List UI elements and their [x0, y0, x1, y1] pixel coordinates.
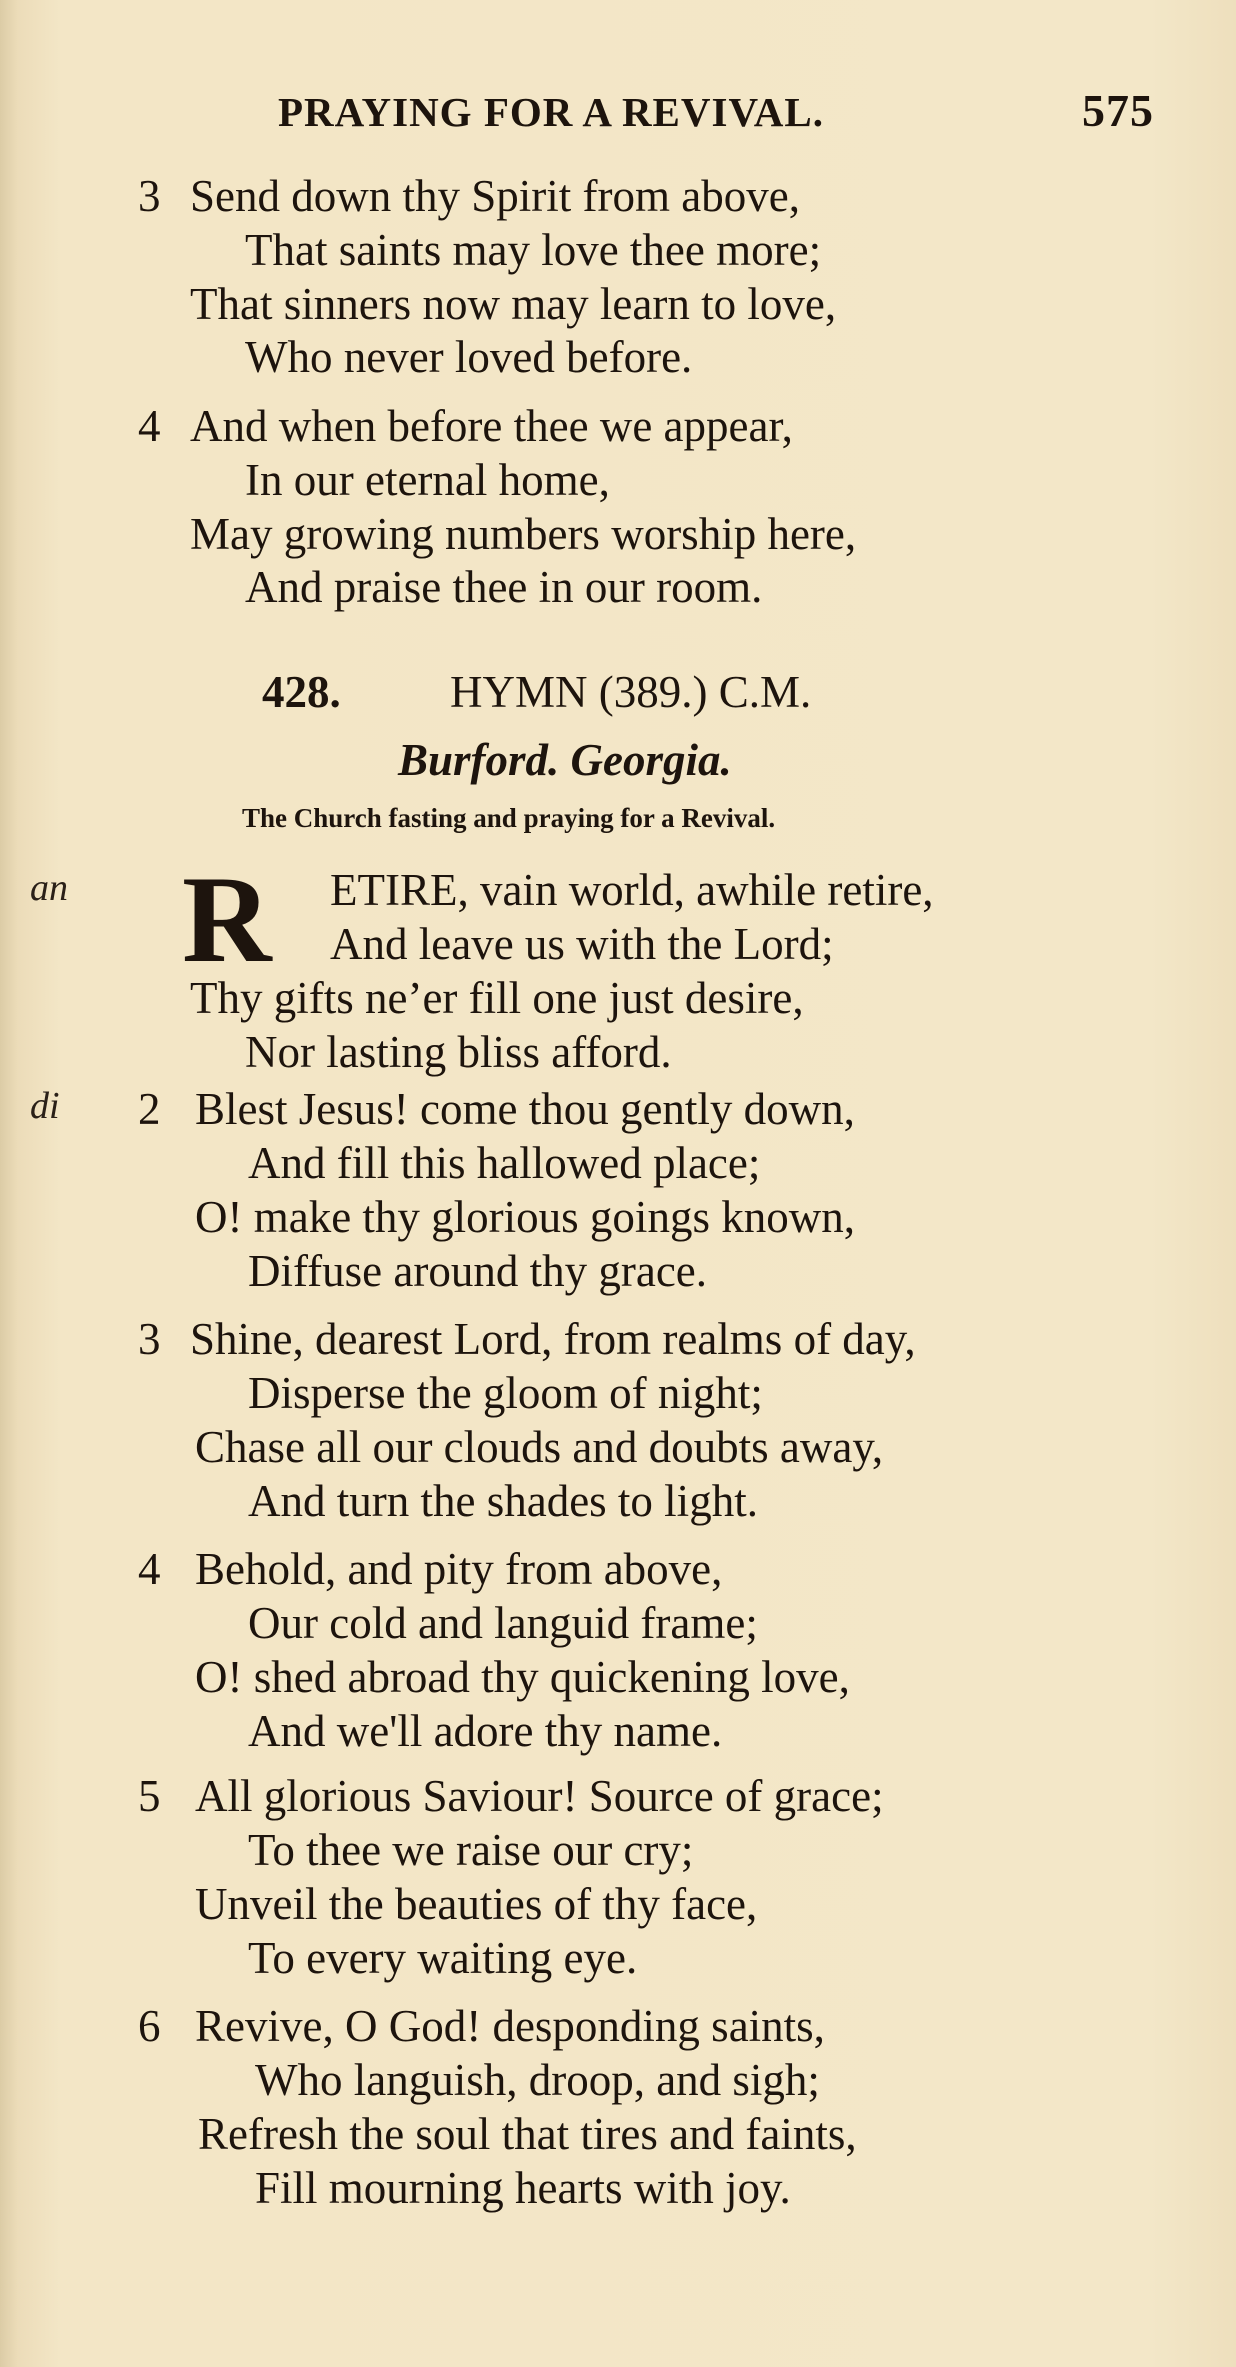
verse-line: Fill mourning hearts with joy.: [255, 2163, 791, 2213]
verse-line: Behold, and pity from above,: [195, 1544, 723, 1594]
verse-line: All glorious Saviour! Source of grace;: [195, 1771, 884, 1821]
hymn-number: 428.: [262, 667, 341, 717]
margin-note: an: [30, 867, 68, 909]
stanza-number: 6: [138, 2001, 161, 2051]
hymn-heading: HYMN (389.) C.M.: [450, 667, 812, 717]
verse-line: Our cold and languid frame;: [248, 1598, 758, 1648]
verse-line: To thee we raise our cry;: [248, 1825, 694, 1875]
verse-line: Blest Jesus! come thou gently down,: [195, 1084, 855, 1134]
drop-cap: R: [182, 851, 272, 988]
verse-line: And we'll adore thy name.: [248, 1706, 723, 1756]
verse-line: Thy gifts ne’er fill one just desire,: [190, 973, 804, 1023]
verse-line: Revive, O God! desponding saints,: [195, 2001, 825, 2051]
verse-line: Disperse the gloom of night;: [248, 1368, 763, 1418]
verse-line: Chase all our clouds and doubts away,: [195, 1422, 884, 1472]
verse-line: Nor lasting bliss afford.: [245, 1027, 672, 1077]
verse-line: Unveil the beauties of thy face,: [195, 1879, 758, 1929]
stanza-number: 4: [138, 1544, 161, 1594]
verse-line: May growing numbers worship here,: [190, 509, 857, 559]
verse-line: Who never loved before.: [245, 332, 693, 382]
verse-line: To every waiting eye.: [248, 1933, 638, 1983]
verse-line: Shine, dearest Lord, from realms of day,: [190, 1314, 916, 1364]
verse-line: O! shed abroad thy quickening love,: [195, 1652, 850, 1702]
stanza-number: 2: [138, 1084, 161, 1134]
page-number: 575: [1082, 85, 1154, 136]
hymn-subject: The Church fasting and praying for a Revival.: [242, 803, 776, 833]
verse-line: That sinners now may learn to love,: [190, 279, 837, 329]
stanza-number: 3: [138, 1314, 161, 1364]
verse-line: ETIRE, vain world, awhile retire,: [330, 865, 934, 915]
verse-line: And when before thee we appear,: [190, 401, 793, 451]
verse-line: O! make thy glorious goings known,: [195, 1192, 855, 1242]
verse-line: In our eternal home,: [245, 455, 610, 505]
verse-line: And fill this hallowed place;: [248, 1138, 761, 1188]
verse-line: Who languish, droop, and sigh;: [255, 2055, 820, 2105]
stanza-number: 3: [138, 171, 161, 221]
verse-line: And turn the shades to light.: [248, 1476, 758, 1526]
margin-note: di: [30, 1085, 60, 1127]
running-header: PRAYING FOR A REVIVAL.: [278, 89, 824, 135]
verse-line: And praise thee in our room.: [245, 562, 763, 612]
tune-names: Burford. Georgia.: [398, 735, 732, 785]
stanza-number: 5: [138, 1771, 161, 1821]
verse-line: Refresh the soul that tires and faints,: [198, 2109, 857, 2159]
verse-line: Send down thy Spirit from above,: [190, 171, 800, 221]
stanza-number: 4: [138, 401, 161, 451]
verse-line: Diffuse around thy grace.: [248, 1246, 708, 1296]
verse-line: That saints may love thee more;: [245, 225, 822, 275]
verse-line: And leave us with the Lord;: [330, 919, 834, 969]
